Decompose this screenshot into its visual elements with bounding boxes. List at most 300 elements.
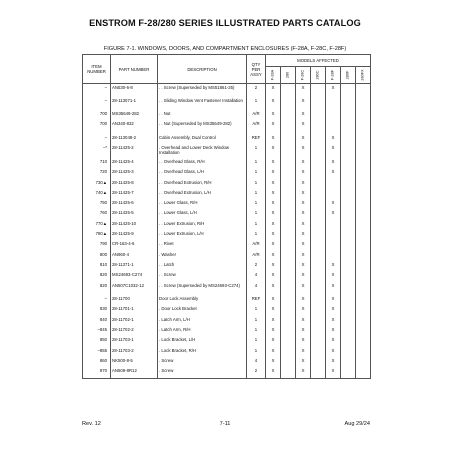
model-cell: X <box>266 145 281 159</box>
model-cell <box>311 337 326 347</box>
item-number-cell: 800 <box>83 251 111 261</box>
model-cell <box>311 347 326 357</box>
model-cell <box>281 121 296 135</box>
model-cell <box>356 200 371 210</box>
quantity-cell: 4 <box>247 282 266 296</box>
quantity-cell: 1 <box>247 231 266 241</box>
model-cell <box>356 111 371 121</box>
header-model-5: 280F <box>341 67 356 84</box>
model-cell: X <box>296 241 311 251</box>
model-cell <box>281 337 296 347</box>
model-cell <box>356 337 371 347</box>
model-cell <box>356 296 371 306</box>
part-number-cell: CR-163-4-6 <box>111 241 158 251</box>
model-cell <box>281 97 296 111</box>
model-cell: X <box>296 231 311 241</box>
model-cell <box>341 220 356 230</box>
model-cell <box>281 111 296 121</box>
item-number-cell: 790 <box>83 241 111 251</box>
model-cell <box>281 200 296 210</box>
part-number-cell: 28-11425-6 <box>111 200 158 210</box>
model-cell <box>311 135 326 145</box>
model-cell <box>356 121 371 135</box>
model-cell <box>311 111 326 121</box>
model-cell: X <box>326 84 341 98</box>
table-row <box>83 241 371 251</box>
description-cell: . . Lower Extrusion, L/H <box>158 231 247 241</box>
model-cell: X <box>266 189 281 199</box>
model-cell <box>281 189 296 199</box>
header-model-1: 280 <box>281 67 296 84</box>
quantity-cell: 1 <box>247 316 266 326</box>
quantity-cell: REF <box>247 296 266 306</box>
model-cell <box>356 306 371 316</box>
model-cell <box>281 135 296 145</box>
model-cell <box>281 357 296 367</box>
item-number-cell: 840 <box>83 316 111 326</box>
description-cell: . Latch Arm, R/H <box>158 327 247 337</box>
model-cell <box>341 272 356 282</box>
item-number-cell: 810 <box>83 261 111 271</box>
model-cell: X <box>296 296 311 306</box>
model-cell <box>311 189 326 199</box>
table-row <box>83 220 371 230</box>
model-cell <box>326 251 341 261</box>
model-cell <box>326 97 341 111</box>
model-cell <box>311 121 326 135</box>
table-row <box>83 261 371 271</box>
description-cell: . . Overhead Extrusion, R/H <box>158 179 247 189</box>
model-cell: X <box>296 261 311 271</box>
model-cell <box>341 200 356 210</box>
model-cell <box>341 145 356 159</box>
model-cell <box>356 241 371 251</box>
model-cell <box>311 316 326 326</box>
footer-page-number: 7-11 <box>219 421 231 427</box>
quantity-cell: A/R <box>247 111 266 121</box>
model-cell: X <box>296 272 311 282</box>
model-cell <box>281 210 296 220</box>
model-cell: X <box>266 111 281 121</box>
model-cell <box>326 179 341 189</box>
item-number-cell: 860 <box>83 357 111 367</box>
header-model-6: 280FX <box>356 67 371 84</box>
table-row <box>83 111 371 121</box>
model-cell: X <box>296 210 311 220</box>
description-cell: . . Sliding Window Vent Fastener Installation <box>158 97 247 111</box>
quantity-cell: 1 <box>247 327 266 337</box>
table-row <box>83 296 371 306</box>
model-cell: X <box>326 347 341 357</box>
description-cell: . Overhead and Lower Deck Window Installation <box>158 145 247 159</box>
quantity-cell: 1 <box>247 220 266 230</box>
table-row <box>83 231 371 241</box>
model-cell: X <box>266 251 281 261</box>
item-number-cell: 850 <box>83 337 111 347</box>
model-cell: X <box>266 316 281 326</box>
model-cell: X <box>326 296 341 306</box>
quantity-cell: 2 <box>247 368 266 378</box>
table-row <box>83 316 371 326</box>
model-cell: X <box>326 282 341 296</box>
description-cell: . Washer <box>158 251 247 261</box>
header-description: DESCRIPTION <box>158 55 247 84</box>
table-row <box>83 347 371 357</box>
part-number-cell: 28-11702-1 <box>111 316 158 326</box>
model-cell <box>356 231 371 241</box>
quantity-cell: 4 <box>247 272 266 282</box>
model-cell <box>356 145 371 159</box>
model-cell: X <box>266 261 281 271</box>
model-cell: X <box>296 347 311 357</box>
header-model-3: 280C <box>311 67 326 84</box>
model-cell <box>311 327 326 337</box>
item-number-cell: 720 <box>83 169 111 179</box>
part-number-cell: MS24693-C274 <box>111 272 158 282</box>
header-model-0: F-28A <box>266 67 281 84</box>
item-number-cell: –845 <box>83 327 111 337</box>
model-cell <box>341 306 356 316</box>
model-cell <box>311 179 326 189</box>
description-cell: Door Lock Assembly <box>158 296 247 306</box>
item-number-cell: 780▲ <box>83 231 111 241</box>
model-cell: X <box>266 306 281 316</box>
model-cell: X <box>266 220 281 230</box>
model-cell <box>311 210 326 220</box>
model-cell <box>356 189 371 199</box>
model-cell <box>281 145 296 159</box>
model-cell: X <box>266 179 281 189</box>
model-cell <box>341 189 356 199</box>
model-cell: X <box>266 357 281 367</box>
part-number-cell: 28-11702-2 <box>111 327 158 337</box>
table-row <box>83 97 371 111</box>
model-cell: X <box>266 231 281 241</box>
model-cell: X <box>326 145 341 159</box>
item-number-cell: 700 <box>83 111 111 121</box>
item-number-cell: 760 <box>83 210 111 220</box>
model-cell <box>311 231 326 241</box>
model-cell: X <box>326 357 341 367</box>
description-cell: Cabin Assembly, Dual Control <box>158 135 247 145</box>
model-cell <box>356 158 371 168</box>
description-cell: . . Screw <box>158 272 247 282</box>
table-row <box>83 368 371 378</box>
model-cell <box>341 97 356 111</box>
table-row <box>83 145 371 159</box>
model-cell: X <box>296 316 311 326</box>
quantity-cell: 2 <box>247 261 266 271</box>
model-cell <box>326 121 341 135</box>
model-cell <box>356 210 371 220</box>
model-cell <box>341 231 356 241</box>
model-cell: X <box>326 261 341 271</box>
description-cell: . . Lower Glass, L/H <box>158 210 247 220</box>
table-row <box>83 200 371 210</box>
model-cell <box>281 241 296 251</box>
model-cell <box>311 145 326 159</box>
quantity-cell: 1 <box>247 189 266 199</box>
model-cell <box>356 327 371 337</box>
model-cell <box>281 368 296 378</box>
table-row <box>83 357 371 367</box>
header-model-2: F-28C <box>296 67 311 84</box>
model-cell <box>341 179 356 189</box>
table-row <box>83 135 371 145</box>
model-cell: X <box>266 241 281 251</box>
part-number-cell: 28-11703-1 <box>111 337 158 347</box>
model-cell <box>281 282 296 296</box>
table-row <box>83 84 371 98</box>
model-cell: X <box>266 135 281 145</box>
quantity-cell: 1 <box>247 337 266 347</box>
model-cell <box>341 368 356 378</box>
model-cell: X <box>296 111 311 121</box>
part-number-cell: MS35649-282 <box>111 111 158 121</box>
model-cell: X <box>296 282 311 296</box>
table-row <box>83 282 371 296</box>
part-number-cell: AN960-4 <box>111 251 158 261</box>
item-number-cell: 750 <box>83 200 111 210</box>
quantity-cell: 2 <box>247 84 266 98</box>
model-cell <box>311 220 326 230</box>
model-cell: X <box>266 337 281 347</box>
item-number-cell: –855 <box>83 347 111 357</box>
model-cell <box>341 169 356 179</box>
header-models-affected: MODELS AFFECTED <box>266 55 371 67</box>
quantity-cell: A/R <box>247 121 266 135</box>
model-cell: X <box>266 347 281 357</box>
parts-table <box>82 54 371 379</box>
table-row <box>83 158 371 168</box>
table-row <box>83 189 371 199</box>
model-cell <box>311 282 326 296</box>
model-cell <box>311 296 326 306</box>
model-cell <box>281 306 296 316</box>
table-row <box>83 306 371 316</box>
model-cell <box>356 179 371 189</box>
item-number-cell: –* <box>83 145 111 159</box>
part-number-cell: AN530-6-8 <box>111 84 158 98</box>
model-cell: X <box>296 158 311 168</box>
model-cell: X <box>266 200 281 210</box>
model-cell: X <box>296 368 311 378</box>
model-cell <box>341 357 356 367</box>
model-cell: X <box>296 169 311 179</box>
part-number-cell: 28-11425-7 <box>111 189 158 199</box>
model-cell <box>281 316 296 326</box>
model-cell <box>281 220 296 230</box>
table-row <box>83 121 371 135</box>
quantity-cell: 1 <box>247 97 266 111</box>
item-number-cell: 710 <box>83 158 111 168</box>
description-cell: . . Rivet <box>158 241 247 251</box>
item-number-cell: – <box>83 84 111 98</box>
model-cell <box>341 296 356 306</box>
model-cell <box>341 111 356 121</box>
quantity-cell: 1 <box>247 169 266 179</box>
model-cell: X <box>266 121 281 135</box>
model-cell <box>341 135 356 145</box>
part-number-cell: 28-11701-1 <box>111 306 158 316</box>
item-number-cell: – <box>83 135 111 145</box>
description-cell: . . Nut <box>158 111 247 121</box>
model-cell: X <box>326 210 341 220</box>
model-cell: X <box>266 368 281 378</box>
model-cell <box>281 231 296 241</box>
model-cell <box>311 84 326 98</box>
model-cell <box>356 97 371 111</box>
part-number-cell: 28-11371-1 <box>111 261 158 271</box>
model-cell: X <box>296 97 311 111</box>
description-cell: . Lock Bracket, R/H <box>158 347 247 357</box>
model-cell <box>311 158 326 168</box>
model-cell <box>356 357 371 367</box>
model-cell <box>356 84 371 98</box>
quantity-cell: A/R <box>247 241 266 251</box>
footer-revision: Rev. 12 <box>82 421 101 427</box>
model-cell: X <box>266 97 281 111</box>
description-cell: . . Latch <box>158 261 247 271</box>
item-number-cell: – <box>83 296 111 306</box>
part-number-cell: 28-113071-1 <box>111 97 158 111</box>
model-cell <box>281 327 296 337</box>
part-number-cell: AN509-8R12 <box>111 368 158 378</box>
quantity-cell: REF <box>247 135 266 145</box>
model-cell <box>356 347 371 357</box>
model-cell <box>311 241 326 251</box>
table-row <box>83 179 371 189</box>
model-cell: X <box>296 220 311 230</box>
table-row <box>83 251 371 261</box>
model-cell: X <box>296 357 311 367</box>
quantity-cell: A/R <box>247 251 266 261</box>
description-cell: . . Lower Extrusion, R/H <box>158 220 247 230</box>
model-cell <box>311 169 326 179</box>
model-cell: X <box>296 337 311 347</box>
model-cell <box>281 261 296 271</box>
part-number-cell: NK500-8-5 <box>111 357 158 367</box>
model-cell <box>326 241 341 251</box>
item-number-cell: 730▲ <box>83 179 111 189</box>
model-cell: X <box>296 121 311 135</box>
model-cell: X <box>296 189 311 199</box>
description-cell: . . Screw (Superseded by MS24693-C274) <box>158 282 247 296</box>
description-cell: . Latch Arm, L/H <box>158 316 247 326</box>
model-cell <box>326 231 341 241</box>
table-row <box>83 272 371 282</box>
model-cell: X <box>326 306 341 316</box>
quantity-cell: 1 <box>247 145 266 159</box>
table-row <box>83 169 371 179</box>
model-cell <box>356 251 371 261</box>
model-cell <box>326 220 341 230</box>
model-cell <box>356 272 371 282</box>
item-number-cell: 700 <box>83 121 111 135</box>
description-cell: . Screw <box>158 357 247 367</box>
description-cell: . . Overhead Glass, L/H <box>158 169 247 179</box>
model-cell <box>341 347 356 357</box>
model-cell: X <box>296 306 311 316</box>
model-cell <box>311 306 326 316</box>
catalog-title: ENSTROM F-28/280 SERIES ILLUSTRATED PARTS CATALOG <box>89 18 361 28</box>
footer-date: Aug 29/24 <box>344 421 370 427</box>
model-cell <box>326 189 341 199</box>
model-cell: X <box>326 158 341 168</box>
part-number-cell: 28-11425-3 <box>111 169 158 179</box>
model-cell <box>356 282 371 296</box>
model-cell <box>341 327 356 337</box>
model-cell <box>281 84 296 98</box>
figure-title: FIGURE 7-1. WINDOWS, DOORS, AND COMPARTMENT ENCLOSURES (F-28A, F-28C, F-28F) <box>103 46 347 52</box>
model-cell: X <box>296 84 311 98</box>
model-cell: X <box>326 169 341 179</box>
model-cell <box>341 84 356 98</box>
part-number-cell: 28-11425-8 <box>111 179 158 189</box>
item-number-cell: 820 <box>83 272 111 282</box>
table-row <box>83 210 371 220</box>
model-cell: X <box>266 296 281 306</box>
item-number-cell: 740▲ <box>83 189 111 199</box>
model-cell: X <box>326 200 341 210</box>
description-cell: . Lock Bracket, L/H <box>158 337 247 347</box>
model-cell: X <box>326 327 341 337</box>
part-number-cell: AN340-832 <box>111 121 158 135</box>
description-cell: . Screw <box>158 368 247 378</box>
part-number-cell: 28-11425-4 <box>111 158 158 168</box>
header-part-number: PART NUMBER <box>111 55 158 84</box>
model-cell <box>326 111 341 121</box>
table-row <box>83 327 371 337</box>
model-cell <box>311 368 326 378</box>
model-cell <box>341 158 356 168</box>
model-cell <box>281 169 296 179</box>
model-cell: X <box>296 327 311 337</box>
quantity-cell: 1 <box>247 158 266 168</box>
model-cell: X <box>266 158 281 168</box>
model-cell: X <box>296 200 311 210</box>
description-cell: . Door Lock Bracket <box>158 306 247 316</box>
model-cell: X <box>266 327 281 337</box>
model-cell <box>311 357 326 367</box>
description-cell: . . Screw (Superseded by MS51861-25) <box>158 84 247 98</box>
model-cell <box>281 272 296 282</box>
model-cell: X <box>266 84 281 98</box>
model-cell <box>356 368 371 378</box>
model-cell: X <box>326 272 341 282</box>
part-number-cell: AN507C1032-12 <box>111 282 158 296</box>
part-number-cell: 28-11425-10 <box>111 220 158 230</box>
model-cell: X <box>266 169 281 179</box>
model-cell: X <box>296 179 311 189</box>
model-cell <box>281 251 296 261</box>
model-cell <box>311 97 326 111</box>
model-cell: X <box>326 135 341 145</box>
model-cell <box>341 210 356 220</box>
model-cell <box>341 316 356 326</box>
model-cell <box>341 241 356 251</box>
item-number-cell: 820 <box>83 282 111 296</box>
item-number-cell: 830 <box>83 306 111 316</box>
description-cell: . . Lower Glass, R/H <box>158 200 247 210</box>
model-cell <box>311 261 326 271</box>
header-item-number: ITEM NUMBER <box>83 55 111 84</box>
table-row <box>83 337 371 347</box>
model-cell <box>281 296 296 306</box>
description-cell: . . Overhead Glass, R/H <box>158 158 247 168</box>
part-number-cell: 28-11425-5 <box>111 210 158 220</box>
model-cell: X <box>296 145 311 159</box>
